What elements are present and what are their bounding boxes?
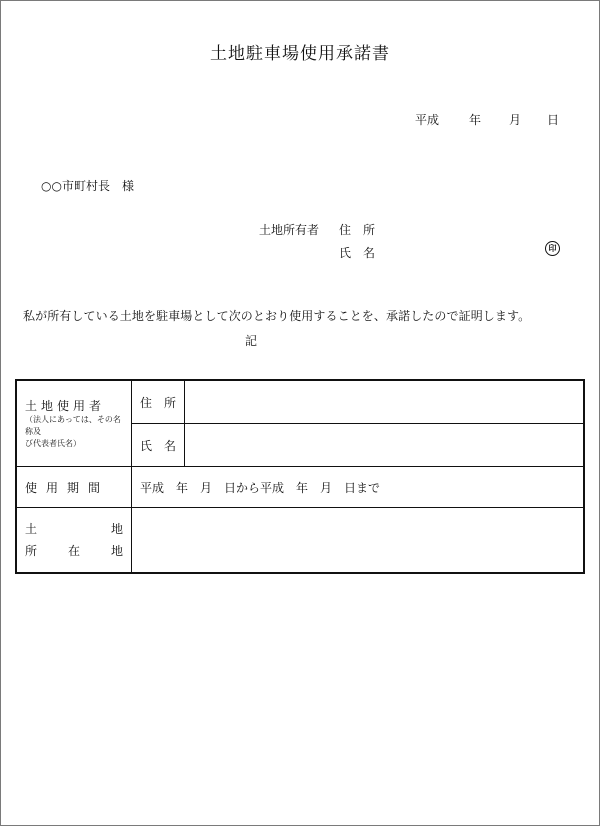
date-day: 日 xyxy=(547,113,560,127)
date-line xyxy=(415,111,559,128)
user-name-field[interactable] xyxy=(185,424,585,467)
table-row xyxy=(16,467,584,508)
usage-period-field[interactable]: 平成 年 月 日から平成 年 月 日まで xyxy=(132,467,585,508)
user-address-field[interactable] xyxy=(185,380,585,424)
document-title: 土地駐車場使用承諾書 xyxy=(210,44,390,64)
seal-mark-icon: 印 xyxy=(545,241,560,256)
user-address-label: 住 所 xyxy=(132,380,185,424)
owner-name-label: 氏 名 xyxy=(339,246,376,260)
owner-label: 土地所有者 xyxy=(259,223,320,237)
land-location-label-part: 土 xyxy=(25,522,38,536)
land-location-label xyxy=(16,508,132,574)
date-month: 月 xyxy=(509,113,522,127)
date-year: 年 xyxy=(469,113,482,127)
consent-form-table xyxy=(15,379,585,574)
ki-heading: 記 xyxy=(245,334,258,348)
land-location-label-part: 地 xyxy=(110,544,123,558)
user-name-label: 氏 名 xyxy=(132,424,185,467)
usage-period-label: 使用期間 xyxy=(16,467,132,508)
land-location-label-part: 在 xyxy=(67,544,80,558)
land-location-label-part: 所 xyxy=(25,544,38,558)
land-user-note-1: （法人にあっては、その名称及 xyxy=(25,414,121,436)
land-location-label-part: 地 xyxy=(110,522,123,536)
land-user-note-2: び代表者氏名） xyxy=(25,438,81,448)
land-location-field[interactable] xyxy=(132,508,585,574)
table-row xyxy=(16,508,584,574)
owner-address-label: 住 所 xyxy=(339,223,376,237)
addressee: ○○市町村長 様 xyxy=(41,179,134,193)
consent-statement: 私が所有している土地を駐車場として次のとおり使用することを、承諾したので証明します。 xyxy=(23,309,531,323)
table-row xyxy=(16,380,584,424)
date-era: 平成 xyxy=(415,113,440,127)
land-user-label: 土地使用者 xyxy=(25,398,106,413)
land-user-label-cell xyxy=(16,380,132,467)
